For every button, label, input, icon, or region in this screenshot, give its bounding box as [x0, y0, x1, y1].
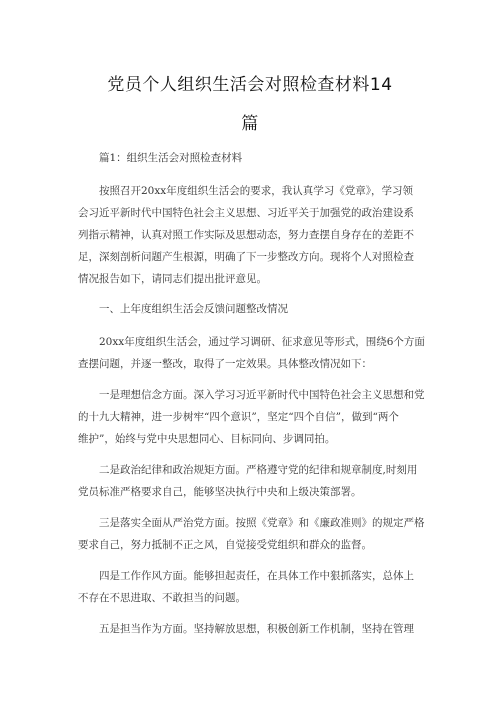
text-line: 要求自己，努力抵制不正之风，自觉接受党组织和群众的监督。 [78, 539, 372, 551]
paragraph-point-3 [78, 512, 430, 556]
text-line: 查摆问题，并逐一整改，取得了一定效果。具体整改情况如下： [78, 358, 372, 370]
text-line: 党员标准严格要求自己，能够坚决执行中央和上级决策部署。 [78, 486, 362, 498]
paragraph-point-2 [78, 459, 430, 503]
text-line: 的十九大精神，进一步树牢“四个意识”，坚定“四个自信”，做到“两个 [78, 411, 399, 423]
document-title-line-2: 篇 [241, 114, 259, 134]
text-line: 篇1：组织生活会对照检查材料 [99, 152, 243, 164]
text-line: 列指示精神，认真对照工作实际及思想动态，努力查摆自身存在的差距不 [78, 229, 414, 241]
text-line: 维护”，始终与党中央思想同心、目标同向、步调同拍。 [78, 433, 336, 445]
text-line: 会习近平新时代中国特色社会主义思想、习近平关于加强党的政治建设系 [78, 207, 414, 219]
text-line: 足，深刻剖析问题产生根源，明确了下一步整改方向。现将个人对照检查 [78, 251, 414, 263]
text-line: 四是工作作风方面。能够担起责任，在具体工作中狠抓落实，总体上 [99, 570, 414, 582]
text-line: 一是理想信念方面。深入学习习近平新时代中国特色社会主义思想和党 [99, 389, 425, 401]
paragraph-point-1 [78, 384, 430, 450]
text-line: 情况报告如下，请同志们提出批评意见。 [78, 273, 267, 285]
paragraph-point-5 [78, 618, 430, 640]
intro-paragraph [78, 180, 430, 290]
text-line: 二是政治纪律和政治规矩方面。严格遵守党的纪律和规章制度,时刻用 [99, 464, 418, 476]
document-title-line-1: 党员个人组织生活会对照检查材料14 [107, 75, 393, 95]
text-line: 一、上年度组织生活会反馈问题整改情况 [99, 303, 288, 315]
paragraph-point-4 [78, 565, 430, 609]
text-line: 20xx年度组织生活会，通过学习调研、征求意见等形式，围绕6个方面 [99, 336, 425, 348]
text-line: 不存在不思进取、不敢担当的问题。 [78, 592, 246, 604]
text-line: 按照召开20xx年度组织生活会的要求，我认真学习《党章》，学习领 [99, 185, 413, 197]
paragraph-rectification-overview [78, 331, 430, 375]
text-line: 三是落实全面从严治党方面。按照《党章》和《廉政准则》的规定严格 [99, 517, 425, 529]
text-line: 五是担当作为方面。坚持解放思想，积极创新工作机制，坚持在管理 [99, 623, 414, 635]
section-heading-1 [78, 298, 430, 320]
section-heading-article-1 [78, 147, 430, 169]
